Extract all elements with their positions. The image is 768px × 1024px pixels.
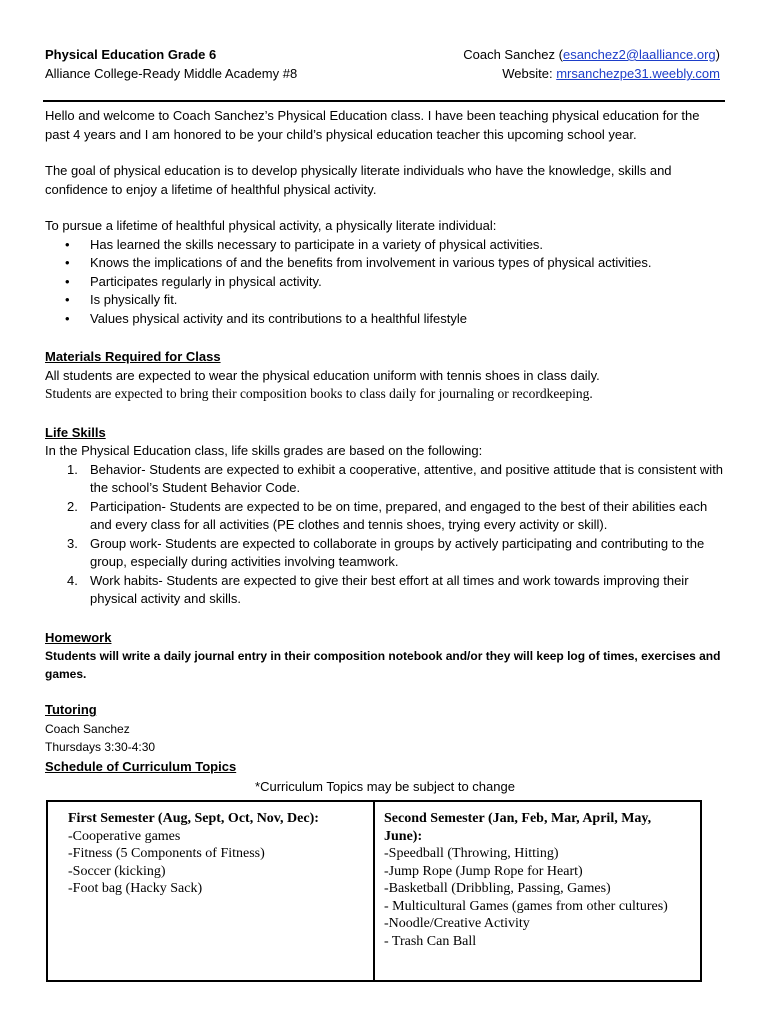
coach-close: ) [715,47,720,62]
list-item: -Cooperative games [68,828,181,844]
list-item: • Knows the implications of and the benefits from involvement in various types of physical activities. [45,254,725,273]
list-item: 4. Work habits- Students are expected to give their best effort at all times and work towards improving their physical activity and skills. [67,572,689,606]
schedule-heading: Schedule of Curriculum Topics [45,758,237,774]
homework-heading: Homework [45,629,112,645]
table-row [47,801,701,981]
list-item: • Has learned the skills necessary to participate in a variety of physical activities. [45,236,725,255]
coach-contact [463,46,720,65]
pursue-paragraph: To pursue a lifetime of healthful physical activity, a physically literate individual: [45,218,497,233]
list-item: 3. Group work- Students are expected to collaborate in groups by actively participating and contributing to the group, especially during activities involving teamwork. [67,535,705,569]
life-skills-list [45,461,725,609]
goal-paragraph: The goal of physical education is to develop physically literate individuals who have the knowledge, skills and confidence to enjoy a lifetime of healthful physical activity. [45,163,672,197]
curriculum-table [46,800,702,982]
life-skills-intro: In the Physical Education class, life skills grades are based on the following: [45,443,483,458]
first-semester-title: First Semester (Aug, Sept, Oct, Nov, Dec): [68,811,319,826]
materials-heading: Materials Required for Class [45,349,221,364]
list-item: -Basketball (Dribbling, Passing, Games) [384,881,611,896]
first-semester-cell [47,801,374,981]
list-item: - Multicultural Games (games from other cultures) [384,898,668,914]
list-item: -Soccer (kicking) [68,863,166,879]
list-item: -Foot bag (Hacky Sack) [68,881,203,896]
list-item: • Is physically fit. [45,291,725,310]
welcome-paragraph: Hello and welcome to Coach Sanchez’s Physical Education class. I have been teaching physical education for the past 4 years and I am honored to be your child’s physical education teacher this upcoming school year. [45,108,700,142]
list-item: 1. Behavior- Students are expected to exhibit a cooperative, attentive, and positive attitude that is consistent with the school’s Student Behavior Code. [67,461,724,495]
coach-email-link[interactable]: esanchez2@laalliance.org [562,47,716,62]
tutoring-when: Thursdays 3:30-4:30 [45,739,156,754]
tutoring-who: Coach Sanchez [45,721,130,736]
list-item: • Values physical activity and its contributions to a healthful lifestyle [45,310,725,329]
document-body [45,107,725,797]
schedule-note: *Curriculum Topics may be subject to change [255,779,515,794]
literacy-bullet-list [45,236,725,329]
second-semester-title: Second Semester (Jan, Feb, Mar, April, May, June): [384,811,652,844]
school-name: Alliance College-Ready Middle Academy #8 [45,66,298,81]
homework-text: Students will write a daily journal entry in their composition notebook and/or they will keep log of times, exercises and games. [45,649,721,681]
list-item: -Jump Rope (Jump Rope for Heart) [384,863,583,879]
list-item: • Participates regularly in physical activity. [45,273,725,292]
materials-line-books: Students are expected to bring their composition books to class daily for journaling or recordkeeping. [45,386,593,401]
life-skills-heading: Life Skills [45,424,106,440]
course-title: Physical Education Grade 6 [45,47,217,62]
list-item: -Fitness (5 Components of Fitness) [68,846,265,861]
website-line [502,65,720,84]
coach-label: Coach Sanchez ( [463,47,563,62]
list-item: -Speedball (Throwing, Hitting) [384,846,559,861]
list-item: 2. Participation- Students are expected to be on time, prepared, and engaged to the best of their abilities each and every class for all activities (PE clothes and tennis shoes, trying every activity or skill). [67,498,708,532]
list-item: - Trash Can Ball [384,933,477,949]
schedule-note-row [45,778,725,797]
second-semester-cell [374,801,701,981]
list-item: -Noodle/Creative Activity [384,916,530,931]
tutoring-heading: Tutoring [45,702,97,717]
website-label: Website: [502,66,557,81]
website-link[interactable]: mrsanchezpe31.weebly.com [556,66,720,81]
header-divider [43,100,725,102]
document-header [45,46,720,84]
materials-line-uniform: All students are expected to wear the physical education uniform with tennis shoes in class daily. [45,367,600,383]
